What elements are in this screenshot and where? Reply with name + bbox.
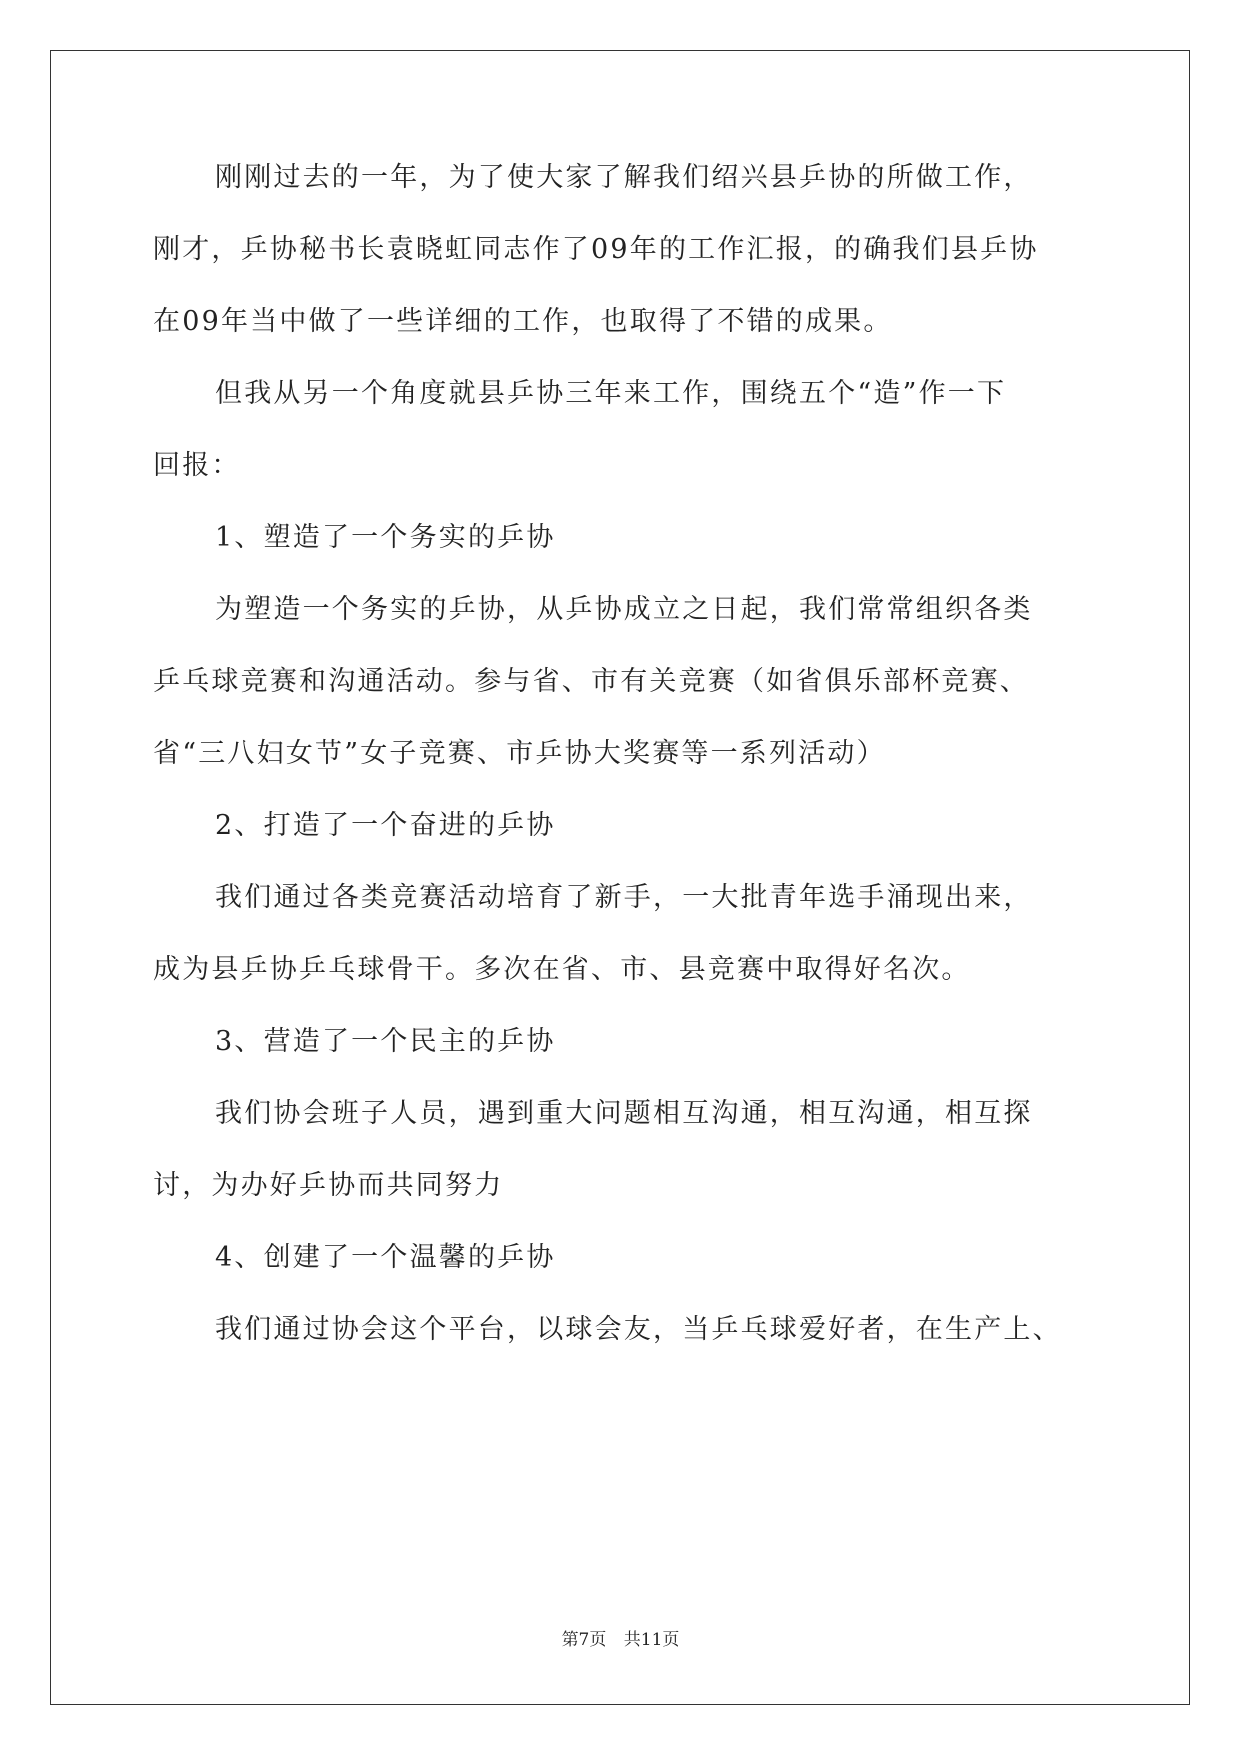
paragraph-line: 回报： [153,450,241,481]
page-number: 第7页 [561,1630,607,1650]
page-total: 共11页 [623,1630,680,1650]
paragraph-line: 我们协会班子人员，遇到重大问题相互沟通，相互沟通，相互探 [215,1098,1033,1129]
section-heading: 2、打造了一个奋进的乒协 [215,810,556,841]
paragraph-line: 我们通过各类竞赛活动培育了新手，一大批青年选手涌现出来， [215,882,1033,913]
paragraph-line: 但我从另一个角度就县乒协三年来工作，围绕五个“造”作一下 [215,378,1007,409]
section-heading: 1、塑造了一个务实的乒协 [215,522,556,553]
paragraph-line: 刚刚过去的一年，为了使大家了解我们绍兴县乒协的所做工作， [215,162,1033,193]
paragraph-line: 省“三八妇女节”女子竞赛、市乒协大奖赛等一系列活动） [153,738,886,769]
paragraph-line: 刚才，乒协秘书长袁晓虹同志作了09年的工作汇报，的确我们县乒协 [153,234,1039,265]
paragraph-line: 为塑造一个务实的乒协，从乒协成立之日起，我们常常组织各类 [215,594,1033,625]
paragraph-line: 乒乓球竞赛和沟通活动。参与省、市有关竞赛（如省俱乐部杯竞赛、 [153,666,1029,697]
paragraph-line: 成为县乒协乒乓球骨干。多次在省、市、县竞赛中取得好名次。 [153,954,971,985]
paragraph-line: 讨，为办好乒协而共同努力 [153,1170,504,1201]
page-footer [0,1625,1241,1650]
section-heading: 4、创建了一个温馨的乒协 [215,1242,556,1273]
paragraph-line: 在09年当中做了一些详细的工作，也取得了不错的成果。 [153,306,893,337]
section-heading: 3、营造了一个民主的乒协 [215,1026,556,1057]
paragraph-line: 我们通过协会这个平台，以球会友，当乒乓球爱好者，在生产上、 [215,1314,1062,1345]
